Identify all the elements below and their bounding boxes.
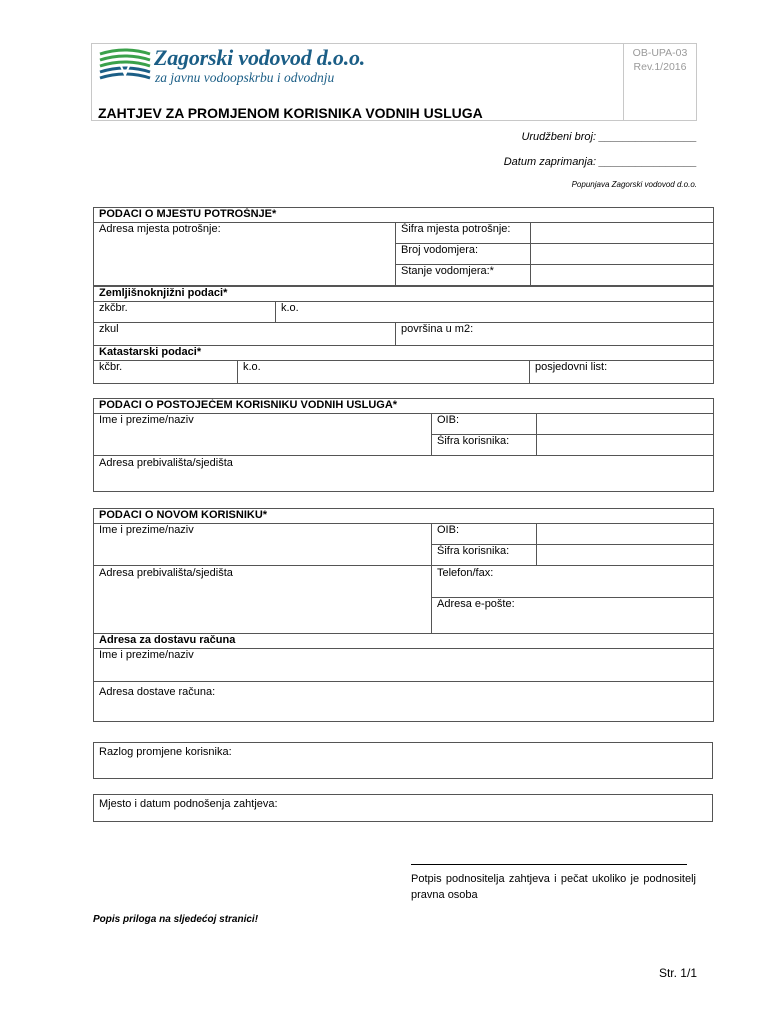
land-registry-table <box>93 286 714 346</box>
page-number: Str. 1/1 <box>658 966 697 980</box>
zk-number-field[interactable]: zkčbr. <box>94 302 276 323</box>
change-reason-table <box>93 742 713 779</box>
zk-ul-field[interactable]: zkul <box>94 323 396 346</box>
cadastre-ko-field[interactable]: k.o. <box>238 361 530 384</box>
new-user-phone-field[interactable]: Telefon/fax: <box>432 566 714 598</box>
current-user-name-field[interactable]: Ime i prezime/naziv <box>94 414 432 456</box>
meter-reading-input[interactable] <box>531 265 714 286</box>
land-registry-title: Zemljišnoknjižni podaci* <box>94 287 714 302</box>
receipt-date-field: Datum zaprimanja: ________________ <box>503 156 697 168</box>
cadastre-table <box>93 345 714 384</box>
cadastre-title: Katastarski podaci* <box>94 346 714 361</box>
header-divider <box>623 44 624 120</box>
site-code-input[interactable] <box>531 223 714 244</box>
form-revision: Rev.1/2016 <box>633 61 687 73</box>
zk-ko-field[interactable]: k.o. <box>276 302 714 323</box>
company-name: Zagorski vodovod d.o.o. <box>154 45 366 70</box>
place-date-field[interactable]: Mjesto i datum podnošenja zahtjeva: <box>94 795 713 822</box>
new-user-title: PODACI O NOVOM KORISNIKU* <box>94 509 714 524</box>
current-user-address-field[interactable]: Adresa prebivališta/sjedišta <box>94 456 714 492</box>
new-user-oib-input[interactable] <box>537 524 714 545</box>
change-reason-field[interactable]: Razlog promjene korisnika: <box>94 743 713 779</box>
billing-name-field[interactable]: Ime i prezime/naziv <box>94 649 714 682</box>
possession-sheet-field[interactable]: posjedovni list: <box>530 361 714 384</box>
billing-address-field[interactable]: Adresa dostave računa: <box>94 682 714 722</box>
meter-reading-label: Stanje vodomjera:* <box>396 265 531 286</box>
place-date-table <box>93 794 713 822</box>
current-user-table <box>93 398 714 492</box>
reference-number-field: Urudžbeni broj: ________________ <box>521 131 697 143</box>
form-header <box>91 43 697 121</box>
current-user-code-label: Šifra korisnika: <box>432 435 537 456</box>
form-title: ZAHTJEV ZA PROMJENOM KORISNIKA VODNIH USLUGA <box>98 105 483 121</box>
company-logo-icon <box>98 48 152 84</box>
current-user-title: PODACI O POSTOJEĆEM KORISNIKU VODNIH USLUGA* <box>94 399 714 414</box>
signature-line[interactable] <box>411 864 687 865</box>
area-field[interactable]: površina u m2: <box>396 323 714 346</box>
form-code: OB-UPA-03 <box>632 47 688 59</box>
new-user-table <box>93 508 714 722</box>
consumption-site-title: PODACI O MJESTU POTROŠNJE* <box>94 208 714 223</box>
site-address-field[interactable]: Adresa mjesta potrošnje: <box>94 223 396 286</box>
meter-number-label: Broj vodomjera: <box>396 244 531 265</box>
consumption-site-table <box>93 207 714 286</box>
new-user-address-field[interactable]: Adresa prebivališta/sjedišta <box>94 566 432 634</box>
new-user-code-input[interactable] <box>537 545 714 566</box>
company-tagline: za javnu vodoopskrbu i odvodnju <box>155 70 335 85</box>
new-user-name-field[interactable]: Ime i prezime/naziv <box>94 524 432 566</box>
site-code-label: Šifra mjesta potrošnje: <box>396 223 531 244</box>
new-user-code-label: Šifra korisnika: <box>432 545 537 566</box>
signature-caption: Potpis podnositelja zahtjeva i pečat ukoliko je podnositelj pravna osoba <box>411 873 696 901</box>
current-user-oib-label: OIB: <box>432 414 537 435</box>
office-use-note: Popunjava Zagorski vodovod d.o.o. <box>571 180 697 189</box>
new-user-oib-label: OIB: <box>432 524 537 545</box>
attachments-note: Popis priloga na sljedećoj stranici! <box>93 914 259 925</box>
current-user-code-input[interactable] <box>537 435 714 456</box>
meter-number-input[interactable] <box>531 244 714 265</box>
current-user-oib-input[interactable] <box>537 414 714 435</box>
form-code-block <box>627 46 693 74</box>
new-user-email-field[interactable]: Adresa e-pošte: <box>432 598 714 634</box>
billing-address-title: Adresa za dostavu računa <box>94 634 714 649</box>
kc-number-field[interactable]: kčbr. <box>94 361 238 384</box>
